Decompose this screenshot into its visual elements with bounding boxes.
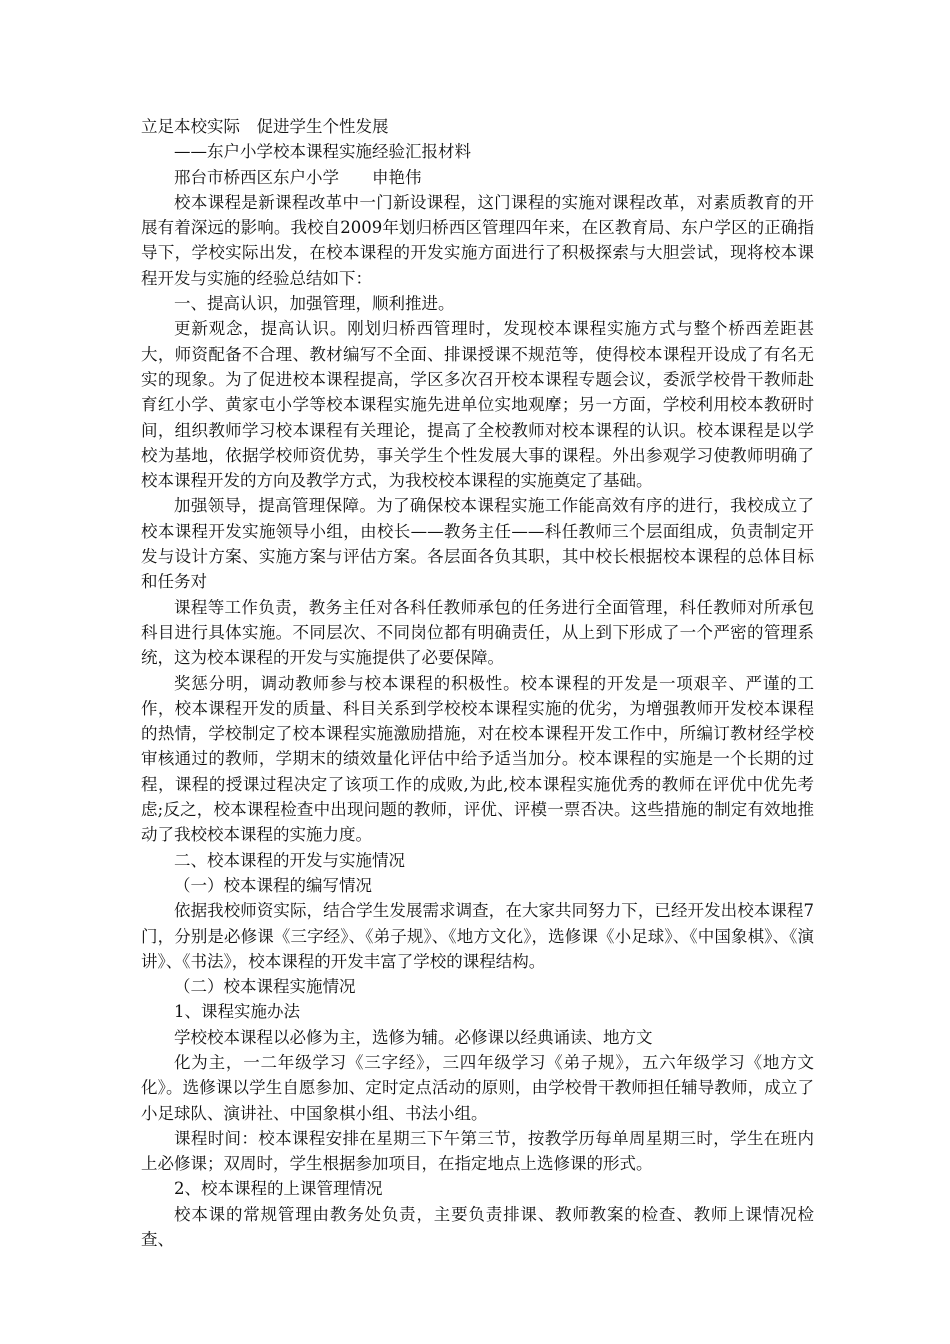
document-subtitle: ——东户小学校本课程实施经验汇报材料 (174, 142, 471, 162)
paragraph: 学校校本课程以必修为主，选修为辅。必修课以经典诵读、地方文 (174, 1027, 653, 1047)
paragraph: 依据我校师资实际，结合学生发展需求调查，在大家共同努力下，已经开发出校本课程7门，分别是必修课《三字经》、《弟子规》、《地方文化》，选修课《小足球》、《中国象棋》、《演讲》、《书法》，校本课程的开发丰富了学校的课程结构。 (141, 901, 814, 971)
paragraph: 课程等工作负责，教务主任对各科任教师承包的任务进行全面管理，科任教师对所承包科目进行具体实施。不同层次、不同岗位都有明确责任，从上到下形成了一个严密的管理系统，这为校本课程的开发与实施提供了必要保障。 (141, 597, 814, 668)
paragraph: 化为主，一二年级学习《三字经》，三四年级学习《弟子规》，五六年级学习《地方文化》。选修课以学生自愿参加、定时定点活动的原则，由学校骨干教师担任辅导教师，成立了小足球队、演讲社、中国象棋小组、书法小组。 (141, 1052, 814, 1123)
paragraph: 奖惩分明，调动教师参与校本课程的积极性。校本课程的开发是一项艰辛、严谨的工作，校本课程开发的质量、科目关系到学校校本课程实施的优劣，为增强教师开发校本课程的热情，学校制定了校本课程实施激励措施，对在校本课程开发工作中，所编订教材经学校审核通过的教师，学期末的绩效量化评估中给予适当加分。校本课程的实施是一个长期的过程，课程的授课过程决定了该项工作的成败,为此,校本课程实施优秀的教师在评优中优先考虑;反之，校本课程检查中出现问题的教师，评优、评模一票否决。这些措施的制定有效地推动了我校校本课程的实施力度。 (141, 673, 814, 845)
paragraph: 加强领导，提高管理保障。为了确保校本课程实施工作能高效有序的进行，我校成立了校本课程开发实施领导小组，由校长——教务主任——科任教师三个层面组成，负责制定开发与设计方案、实施方案与评估方案。各层面各负其职，其中校长根据校本课程的总体目标和任务对 (141, 496, 814, 592)
document-title: 立足本校实际 促进学生个性发展 (141, 117, 389, 136)
paragraph: 更新观念，提高认识。刚划归桥西管理时，发现校本课程实施方式与整个桥西差距甚大，师资配备不合理、教材编写不全面、排课授课不规范等，使得校本课程开设成了有名无实的现象。为了促进校本课程提高，学区多次召开校本课程专题会议，委派学校骨干教师赴育红小学、黄家屯小学等校本课程实施先进单位实地观摩；另一方面，学校利用校本教研时间，组织教师学习校本课程有关理论，提高了全校教师对校本课程的认识。校本课程是以学校为基地，依据学校师资优势，事关学生个性发展大事的课程。外出参观学习使教师明确了校本课程开发的方向及教学方式，为我校校本课程的实施奠定了基础。 (141, 319, 814, 491)
subsection-heading: （一）校本课程的编写情况 (174, 875, 372, 895)
paragraph: 校本课程是新课程改革中一门新设课程，这门课程的实施对课程改革，对素质教育的开展有着深远的影响。我校自2009年划归桥西区管理四年来，在区教育局、东户学区的正确指导下，学校实际出发，在校本课程的开发实施方面进行了积极探索与大胆尝试，现将校本课程开发与实施的经验总结如下： (141, 192, 814, 288)
paragraph: 校本课的常规管理由教务处负责，主要负责排课、教师教案的检查、教师上课情况检查、 (141, 1204, 814, 1250)
document-page (141, 114, 814, 1252)
paragraph: 课程时间：校本课程安排在星期三下午第三节，按教学历每单周星期三时，学生在班内上必修课；双周时，学生根据参加项目，在指定地点上选修课的形式。 (141, 1128, 814, 1174)
item-heading: 2、校本课程的上课管理情况 (174, 1179, 383, 1199)
section-heading: 二、校本课程的开发与实施情况 (174, 850, 405, 870)
subsection-heading: （二）校本课程实施情况 (174, 977, 356, 997)
section-heading: 一、提高认识，加强管理，顺利推进。 (174, 294, 455, 314)
item-heading: 1、课程实施办法 (174, 1002, 300, 1022)
author-line: 邢台市桥西区东户小学 申艳伟 (174, 167, 422, 187)
